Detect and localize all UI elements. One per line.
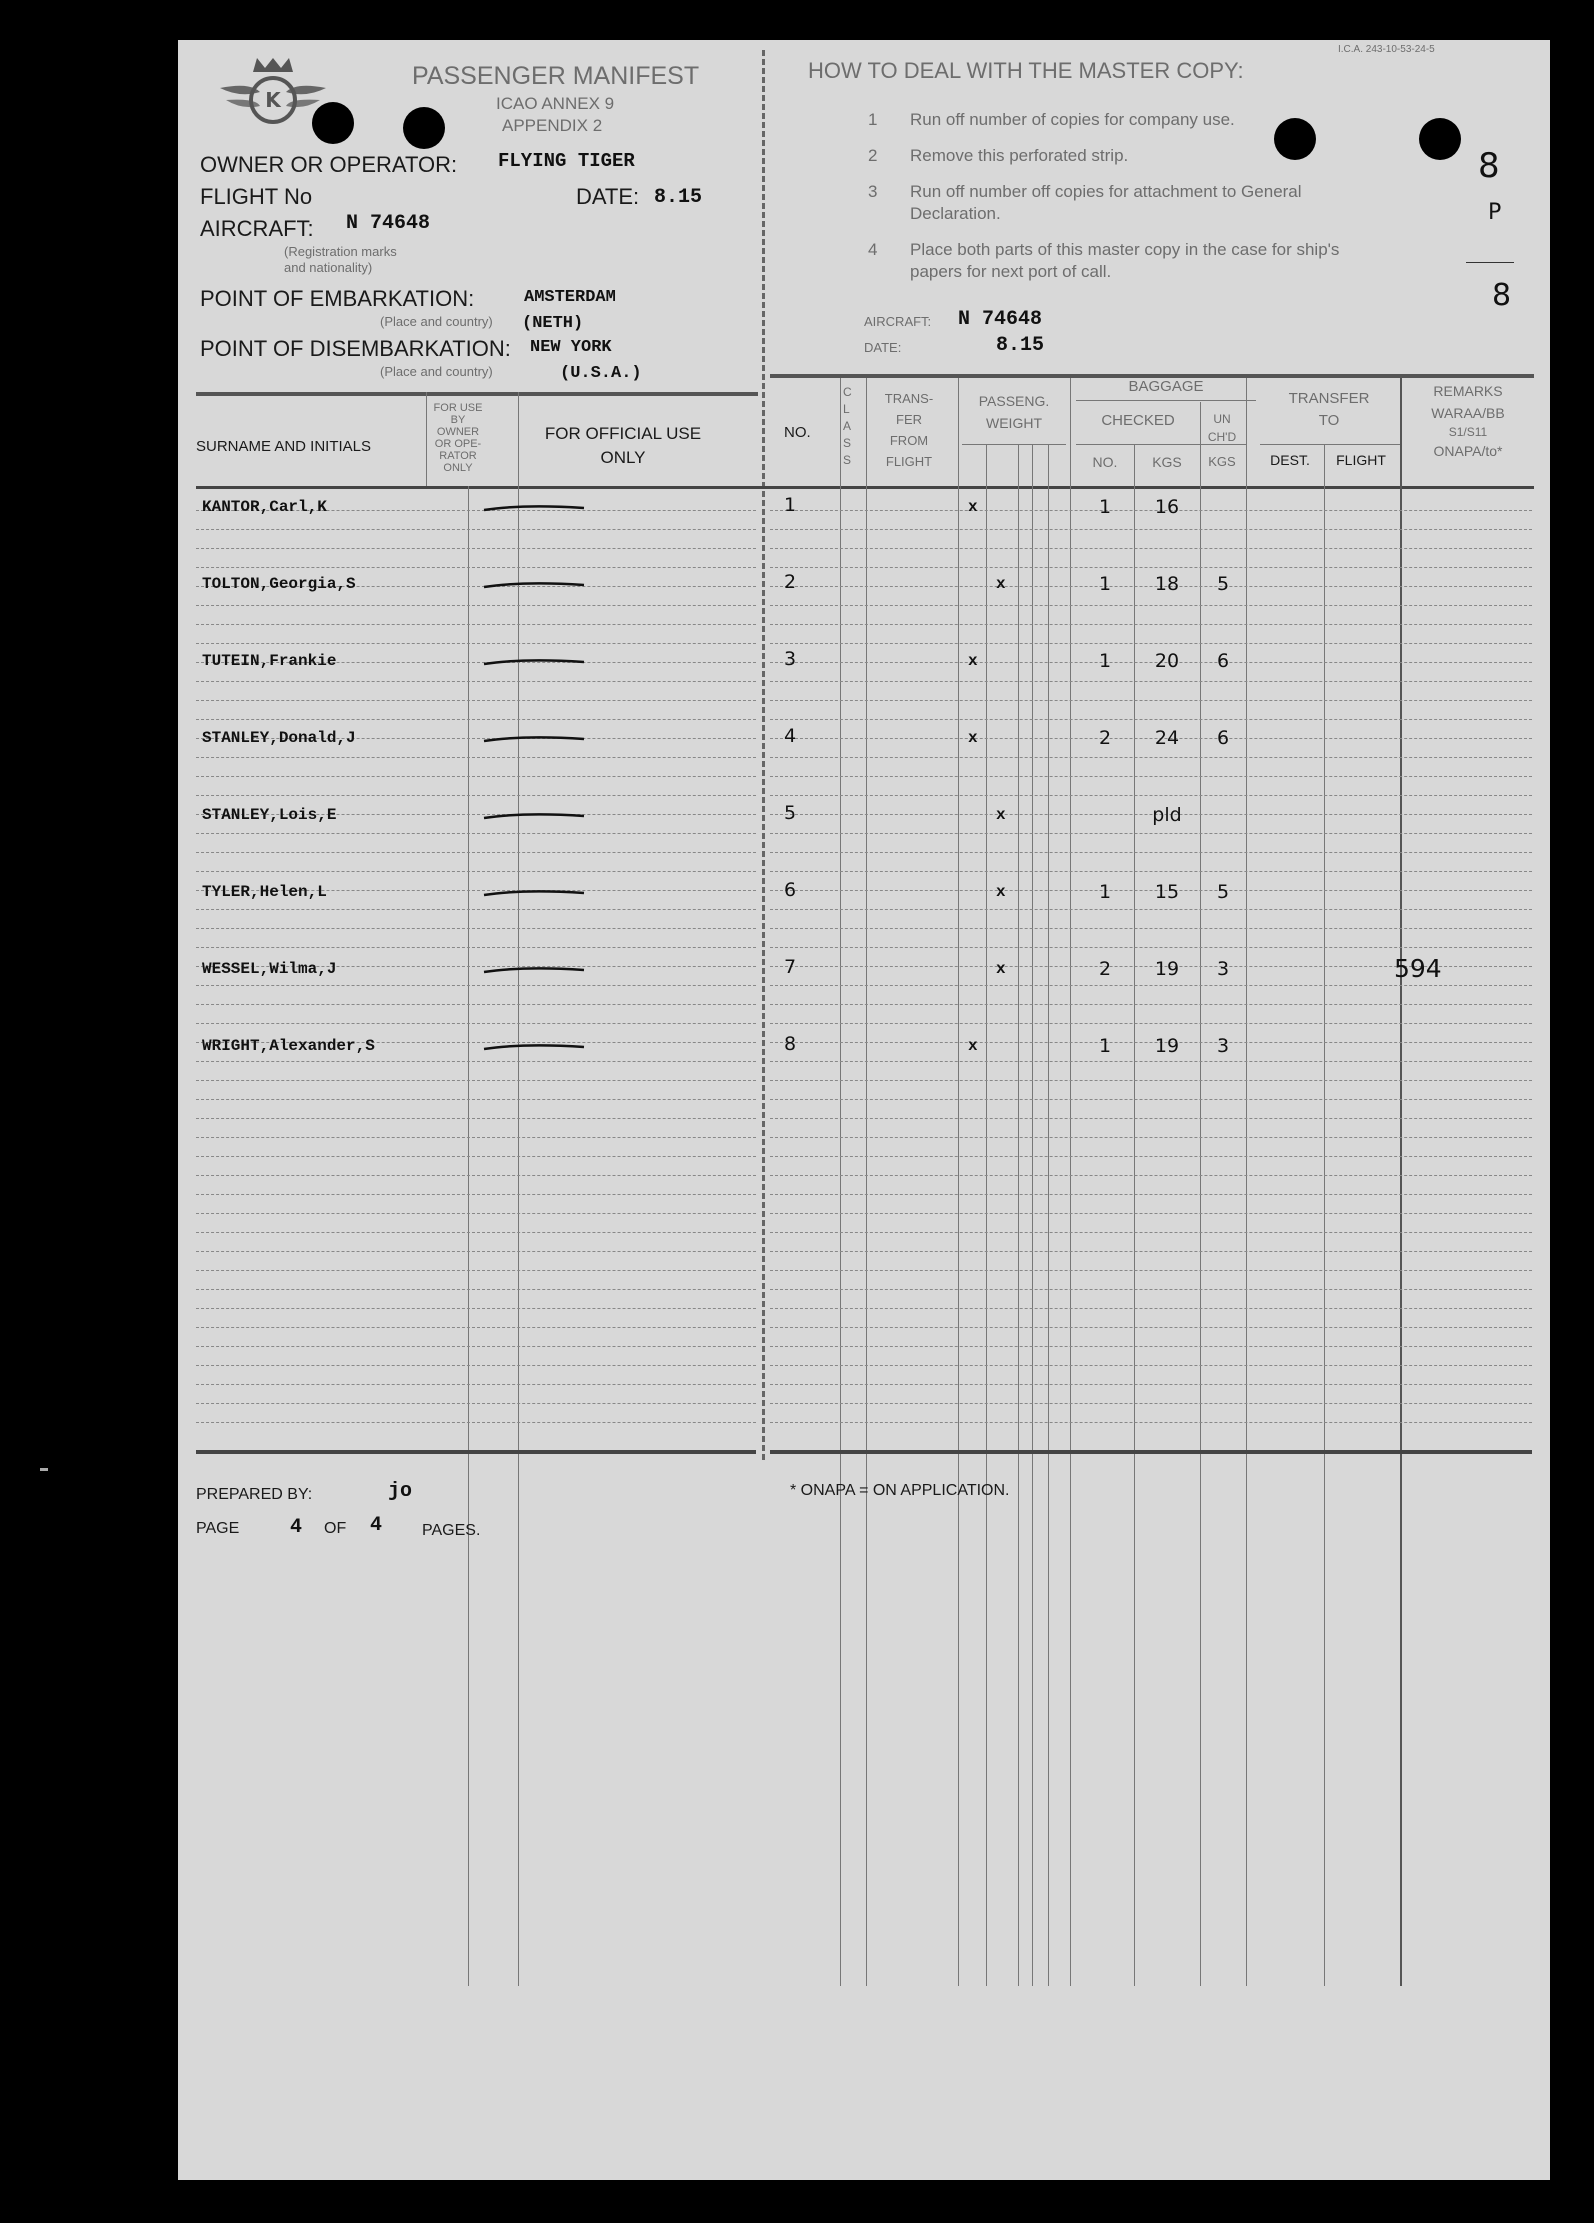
- col-transfer-to: TRANSFER TO: [1288, 390, 1370, 429]
- row-line: [770, 985, 1532, 986]
- unchecked-kgs: 3: [1216, 958, 1230, 980]
- bag-count: 1: [1098, 496, 1112, 518]
- weight-mark: x: [968, 1037, 978, 1055]
- perforation-divider: [762, 50, 765, 1460]
- row-line: [770, 1118, 1532, 1119]
- col-class: CLASS: [843, 385, 852, 467]
- flight-label: FLIGHT No: [200, 184, 313, 209]
- row-line: [770, 529, 1532, 530]
- bag-kgs: pld: [1152, 804, 1182, 826]
- row-line: [770, 833, 1532, 834]
- row-line: [196, 852, 756, 853]
- rule: [840, 378, 841, 1986]
- date-label: DATE:: [576, 184, 640, 209]
- row-line: [770, 643, 1532, 644]
- punch-hole: [403, 107, 445, 149]
- bag-kgs: 19: [1154, 958, 1180, 980]
- row-line: [196, 1384, 756, 1385]
- row-line: [196, 624, 756, 625]
- bag-count: 1: [1098, 1035, 1112, 1057]
- manifest-title: PASSENGER MANIFEST: [412, 62, 700, 90]
- margin-note-divider: [1466, 262, 1514, 263]
- aircraft-label: AIRCRAFT:: [200, 216, 314, 241]
- col-bag-kgs: KGS: [1152, 454, 1182, 470]
- row-line: [770, 1213, 1532, 1214]
- row-number: 5: [784, 802, 797, 824]
- col-checked: CHECKED: [1101, 412, 1175, 429]
- rule: [958, 378, 959, 1986]
- bag-kgs: 15: [1154, 881, 1180, 903]
- rule: [1246, 378, 1247, 1986]
- check-mark-stroke: [474, 798, 594, 832]
- row-line: [770, 928, 1532, 929]
- weight-mark: x: [996, 883, 1006, 901]
- rule: [1070, 378, 1071, 1986]
- col-no: NO.: [784, 424, 811, 441]
- check-mark-stroke: [474, 1029, 594, 1063]
- row-line: [770, 1384, 1532, 1385]
- row-line: [770, 1308, 1532, 1309]
- disembark-label: POINT OF DISEMBARKATION:: [200, 336, 511, 361]
- passenger-name: WESSEL,Wilma,J: [202, 960, 337, 978]
- row-line: [770, 1232, 1532, 1233]
- row-line: [770, 681, 1532, 682]
- row-line: [196, 1099, 756, 1100]
- row-line: [196, 776, 756, 777]
- unchecked-kgs: 5: [1216, 881, 1230, 903]
- instruction-number: 3: [868, 182, 878, 201]
- annex-label: ICAO ANNEX 9: [496, 94, 615, 113]
- bag-count: 1: [1098, 573, 1112, 595]
- row-line: [770, 909, 1532, 910]
- disembark-country: (U.S.A.): [560, 364, 642, 383]
- weight-mark: x: [968, 729, 978, 747]
- prepared-label: PREPARED BY:: [196, 1486, 313, 1503]
- row-line: [770, 776, 1532, 777]
- nationality-note: and nationality): [284, 260, 373, 275]
- row-line: [770, 548, 1532, 549]
- row-line: [196, 871, 756, 872]
- instructions-title: HOW TO DEAL WITH THE MASTER COPY:: [808, 58, 1244, 83]
- rule: [1018, 444, 1019, 1986]
- scan-speck: [40, 1468, 48, 1471]
- row-line: [770, 719, 1532, 720]
- row-line: [196, 1403, 756, 1404]
- registration-note: (Registration marks: [284, 244, 397, 259]
- row-line: [770, 1403, 1532, 1404]
- row-number: 1: [784, 494, 797, 516]
- footer-rule-right: [770, 1450, 1532, 1454]
- col-unchecked-kgs: KGS: [1208, 454, 1236, 469]
- row-number: 4: [784, 725, 797, 747]
- row-line: [196, 795, 756, 796]
- header-rule-left: [196, 392, 758, 396]
- bag-count: 1: [1098, 881, 1112, 903]
- unchecked-kgs: 5: [1216, 573, 1230, 595]
- weight-subrule: [962, 444, 1066, 445]
- row-line: [770, 1099, 1532, 1100]
- col-transfer-from: TRANS- FER FROM FLIGHT: [884, 391, 934, 469]
- col-passenger-weight: PASSENG. WEIGHT: [978, 393, 1050, 431]
- row-line: [196, 1118, 756, 1119]
- row-number: 8: [784, 1033, 797, 1055]
- rule: [1134, 444, 1135, 1986]
- col-for-owner-use: FOR USE BY OWNER OR OPE- RATOR ONLY: [433, 402, 483, 474]
- embark-value: AMSTERDAM: [524, 288, 616, 307]
- weight-mark: x: [996, 806, 1006, 824]
- rule: [1032, 444, 1033, 1986]
- remark-value: 594: [1394, 954, 1442, 983]
- disembark-value: NEW YORK: [530, 338, 612, 357]
- row-line: [196, 1213, 756, 1214]
- passenger-name: KANTOR,Carl,K: [202, 498, 327, 516]
- row-line: [770, 1289, 1532, 1290]
- row-line: [770, 1137, 1532, 1138]
- punch-hole: [1274, 118, 1316, 160]
- row-line: [196, 1137, 756, 1138]
- row-line: [770, 1061, 1532, 1062]
- row-line: [770, 1004, 1532, 1005]
- bag-kgs: 18: [1154, 573, 1180, 595]
- row-line: [196, 1023, 756, 1024]
- of-value: 4: [370, 1514, 383, 1537]
- instruction-number: 1: [868, 110, 878, 129]
- check-mark-stroke: [474, 644, 594, 678]
- rule: [1324, 444, 1325, 1986]
- row-line: [196, 1327, 756, 1328]
- col-official-use: FOR OFFICIAL USE ONLY: [544, 424, 702, 467]
- row-line: [196, 681, 756, 682]
- unchecked-kgs: 6: [1216, 727, 1230, 749]
- row-line: [196, 1308, 756, 1309]
- svg-text:K: K: [265, 88, 281, 112]
- transfer-subrule: [1260, 444, 1400, 445]
- bag-kgs: 19: [1154, 1035, 1180, 1057]
- row-line: [770, 1327, 1532, 1328]
- weight-mark: x: [996, 960, 1006, 978]
- checked-subrule: [1076, 444, 1246, 445]
- rule: [468, 486, 469, 1986]
- passenger-name: TYLER,Helen,L: [202, 883, 327, 901]
- row-number: 6: [784, 879, 797, 901]
- row-line: [770, 624, 1532, 625]
- page-value: 4: [290, 1516, 303, 1539]
- instruction-text: Run off number off copies for attachment to General: [910, 182, 1302, 201]
- passenger-name: WRIGHT,Alexander,S: [202, 1037, 375, 1055]
- rule: [1048, 444, 1049, 1986]
- unchecked-kgs: 6: [1216, 650, 1230, 672]
- row-number: 7: [784, 956, 797, 978]
- passenger-name: TUTEIN,Frankie: [202, 652, 337, 670]
- instruction-text: Run off number of copies for company use.: [910, 110, 1235, 129]
- row-line: [196, 719, 756, 720]
- margin-note-mid: P: [1488, 200, 1502, 225]
- row-line: [770, 1346, 1532, 1347]
- check-mark-stroke: [474, 490, 594, 524]
- row-line: [196, 1270, 756, 1271]
- row-line: [196, 1232, 756, 1233]
- row-line: [196, 1365, 756, 1366]
- rule: [426, 392, 427, 486]
- col-bag-no: NO.: [1092, 454, 1118, 470]
- airline-crown-logo: [218, 54, 328, 130]
- weight-mark: x: [996, 575, 1006, 593]
- row-line: [770, 1080, 1532, 1081]
- manifest-page: [178, 40, 1550, 2180]
- row-line: [196, 1175, 756, 1176]
- row-line: [770, 1175, 1532, 1176]
- instr-aircraft-value: N 74648: [958, 308, 1043, 331]
- check-mark-stroke: [474, 721, 594, 755]
- instruction-text: Remove this perforated strip.: [910, 146, 1129, 165]
- appendix-label: APPENDIX 2: [502, 116, 603, 135]
- serial-number: I.C.A. 243-10-53-24-5: [1338, 44, 1435, 55]
- check-mark-stroke: [474, 567, 594, 601]
- embark-label: POINT OF EMBARKATION:: [200, 286, 475, 311]
- row-line: [196, 548, 756, 549]
- row-line: [770, 947, 1532, 948]
- rule: [986, 444, 987, 1986]
- instruction-text: Declaration.: [910, 204, 1001, 223]
- row-number: 3: [784, 648, 797, 670]
- col-baggage: BAGGAGE: [1128, 378, 1204, 395]
- bag-count: 2: [1098, 727, 1112, 749]
- instr-date-value: 8.15: [996, 334, 1045, 357]
- instruction-text: papers for next port of call.: [910, 262, 1112, 281]
- row-line: [770, 795, 1532, 796]
- bag-count: 2: [1098, 958, 1112, 980]
- passenger-name: STANLEY,Donald,J: [202, 729, 356, 747]
- row-line: [770, 605, 1532, 606]
- row-line: [196, 605, 756, 606]
- col-surname: SURNAME AND INITIALS: [196, 438, 372, 455]
- row-line: [770, 1156, 1532, 1157]
- date-value: 8.15: [654, 186, 703, 209]
- row-line: [770, 700, 1532, 701]
- check-mark-stroke: [474, 875, 594, 909]
- unchecked-kgs: 3: [1216, 1035, 1230, 1057]
- row-line: [770, 852, 1532, 853]
- owner-value: FLYING TIGER: [498, 150, 635, 172]
- col-flight: FLIGHT: [1336, 452, 1386, 468]
- bag-count: 1: [1098, 650, 1112, 672]
- rule: [866, 378, 867, 1986]
- row-line: [196, 1346, 756, 1347]
- row-line: [196, 1156, 756, 1157]
- margin-note-top: 8: [1478, 146, 1500, 186]
- col-remarks: REMARKS WARAA/BB S1/S11 ONAPA/to*: [1431, 383, 1505, 459]
- weight-mark: x: [968, 652, 978, 670]
- onapa-note: * ONAPA = ON APPLICATION.: [790, 1482, 1010, 1499]
- row-line: [196, 1080, 756, 1081]
- owner-label: OWNER OR OPERATOR:: [200, 152, 458, 177]
- passenger-name: TOLTON,Georgia,S: [202, 575, 356, 593]
- check-mark-stroke: [474, 952, 594, 986]
- weight-mark: x: [968, 498, 978, 516]
- row-line: [196, 947, 756, 948]
- embark-place-note: (Place and country): [380, 314, 493, 329]
- punch-hole: [1419, 118, 1461, 160]
- instruction-number: 4: [868, 240, 878, 259]
- row-line: [196, 928, 756, 929]
- pages-label: PAGES.: [422, 1522, 481, 1539]
- instruction-number: 2: [868, 146, 878, 165]
- row-line: [196, 1194, 756, 1195]
- row-line: [770, 1270, 1532, 1271]
- row-line: [196, 1251, 756, 1252]
- margin-note-bottom: 8: [1492, 278, 1512, 313]
- rule: [518, 392, 519, 1986]
- prepared-value: jo: [388, 1480, 413, 1503]
- passenger-name: STANLEY,Lois,E: [202, 806, 337, 824]
- bag-kgs: 16: [1154, 496, 1180, 518]
- of-label: OF: [324, 1520, 347, 1537]
- row-line: [196, 1289, 756, 1290]
- row-line: [770, 1422, 1532, 1423]
- row-line: [770, 567, 1532, 568]
- aircraft-value: N 74648: [346, 212, 431, 235]
- row-line: [196, 529, 756, 530]
- embark-country: (NETH): [522, 314, 584, 333]
- row-line: [196, 1422, 756, 1423]
- row-line: [196, 909, 756, 910]
- row-line: [770, 757, 1532, 758]
- bag-kgs: 24: [1154, 727, 1180, 749]
- footer-rule-left: [196, 1450, 756, 1454]
- row-number: 2: [784, 571, 797, 593]
- baggage-subrule: [1076, 400, 1256, 401]
- row-line: [770, 1194, 1532, 1195]
- instr-date-label: DATE:: [864, 340, 902, 355]
- instruction-text: Place both parts of this master copy in the case for ship's: [910, 240, 1340, 259]
- row-line: [770, 1365, 1532, 1366]
- row-line: [196, 757, 756, 758]
- column-header-rule: [196, 486, 1534, 489]
- col-dest: DEST.: [1270, 452, 1310, 468]
- instr-aircraft-label: AIRCRAFT:: [864, 314, 932, 329]
- row-line: [196, 1004, 756, 1005]
- row-line: [196, 700, 756, 701]
- row-line: [770, 1251, 1532, 1252]
- rule: [1400, 378, 1402, 1986]
- col-unchecked: UN CH'D: [1207, 412, 1237, 444]
- row-line: [770, 871, 1532, 872]
- bag-kgs: 20: [1154, 650, 1180, 672]
- row-line: [196, 833, 756, 834]
- disembark-place-note: (Place and country): [380, 364, 493, 379]
- page-label: PAGE: [196, 1520, 240, 1537]
- row-line: [770, 1023, 1532, 1024]
